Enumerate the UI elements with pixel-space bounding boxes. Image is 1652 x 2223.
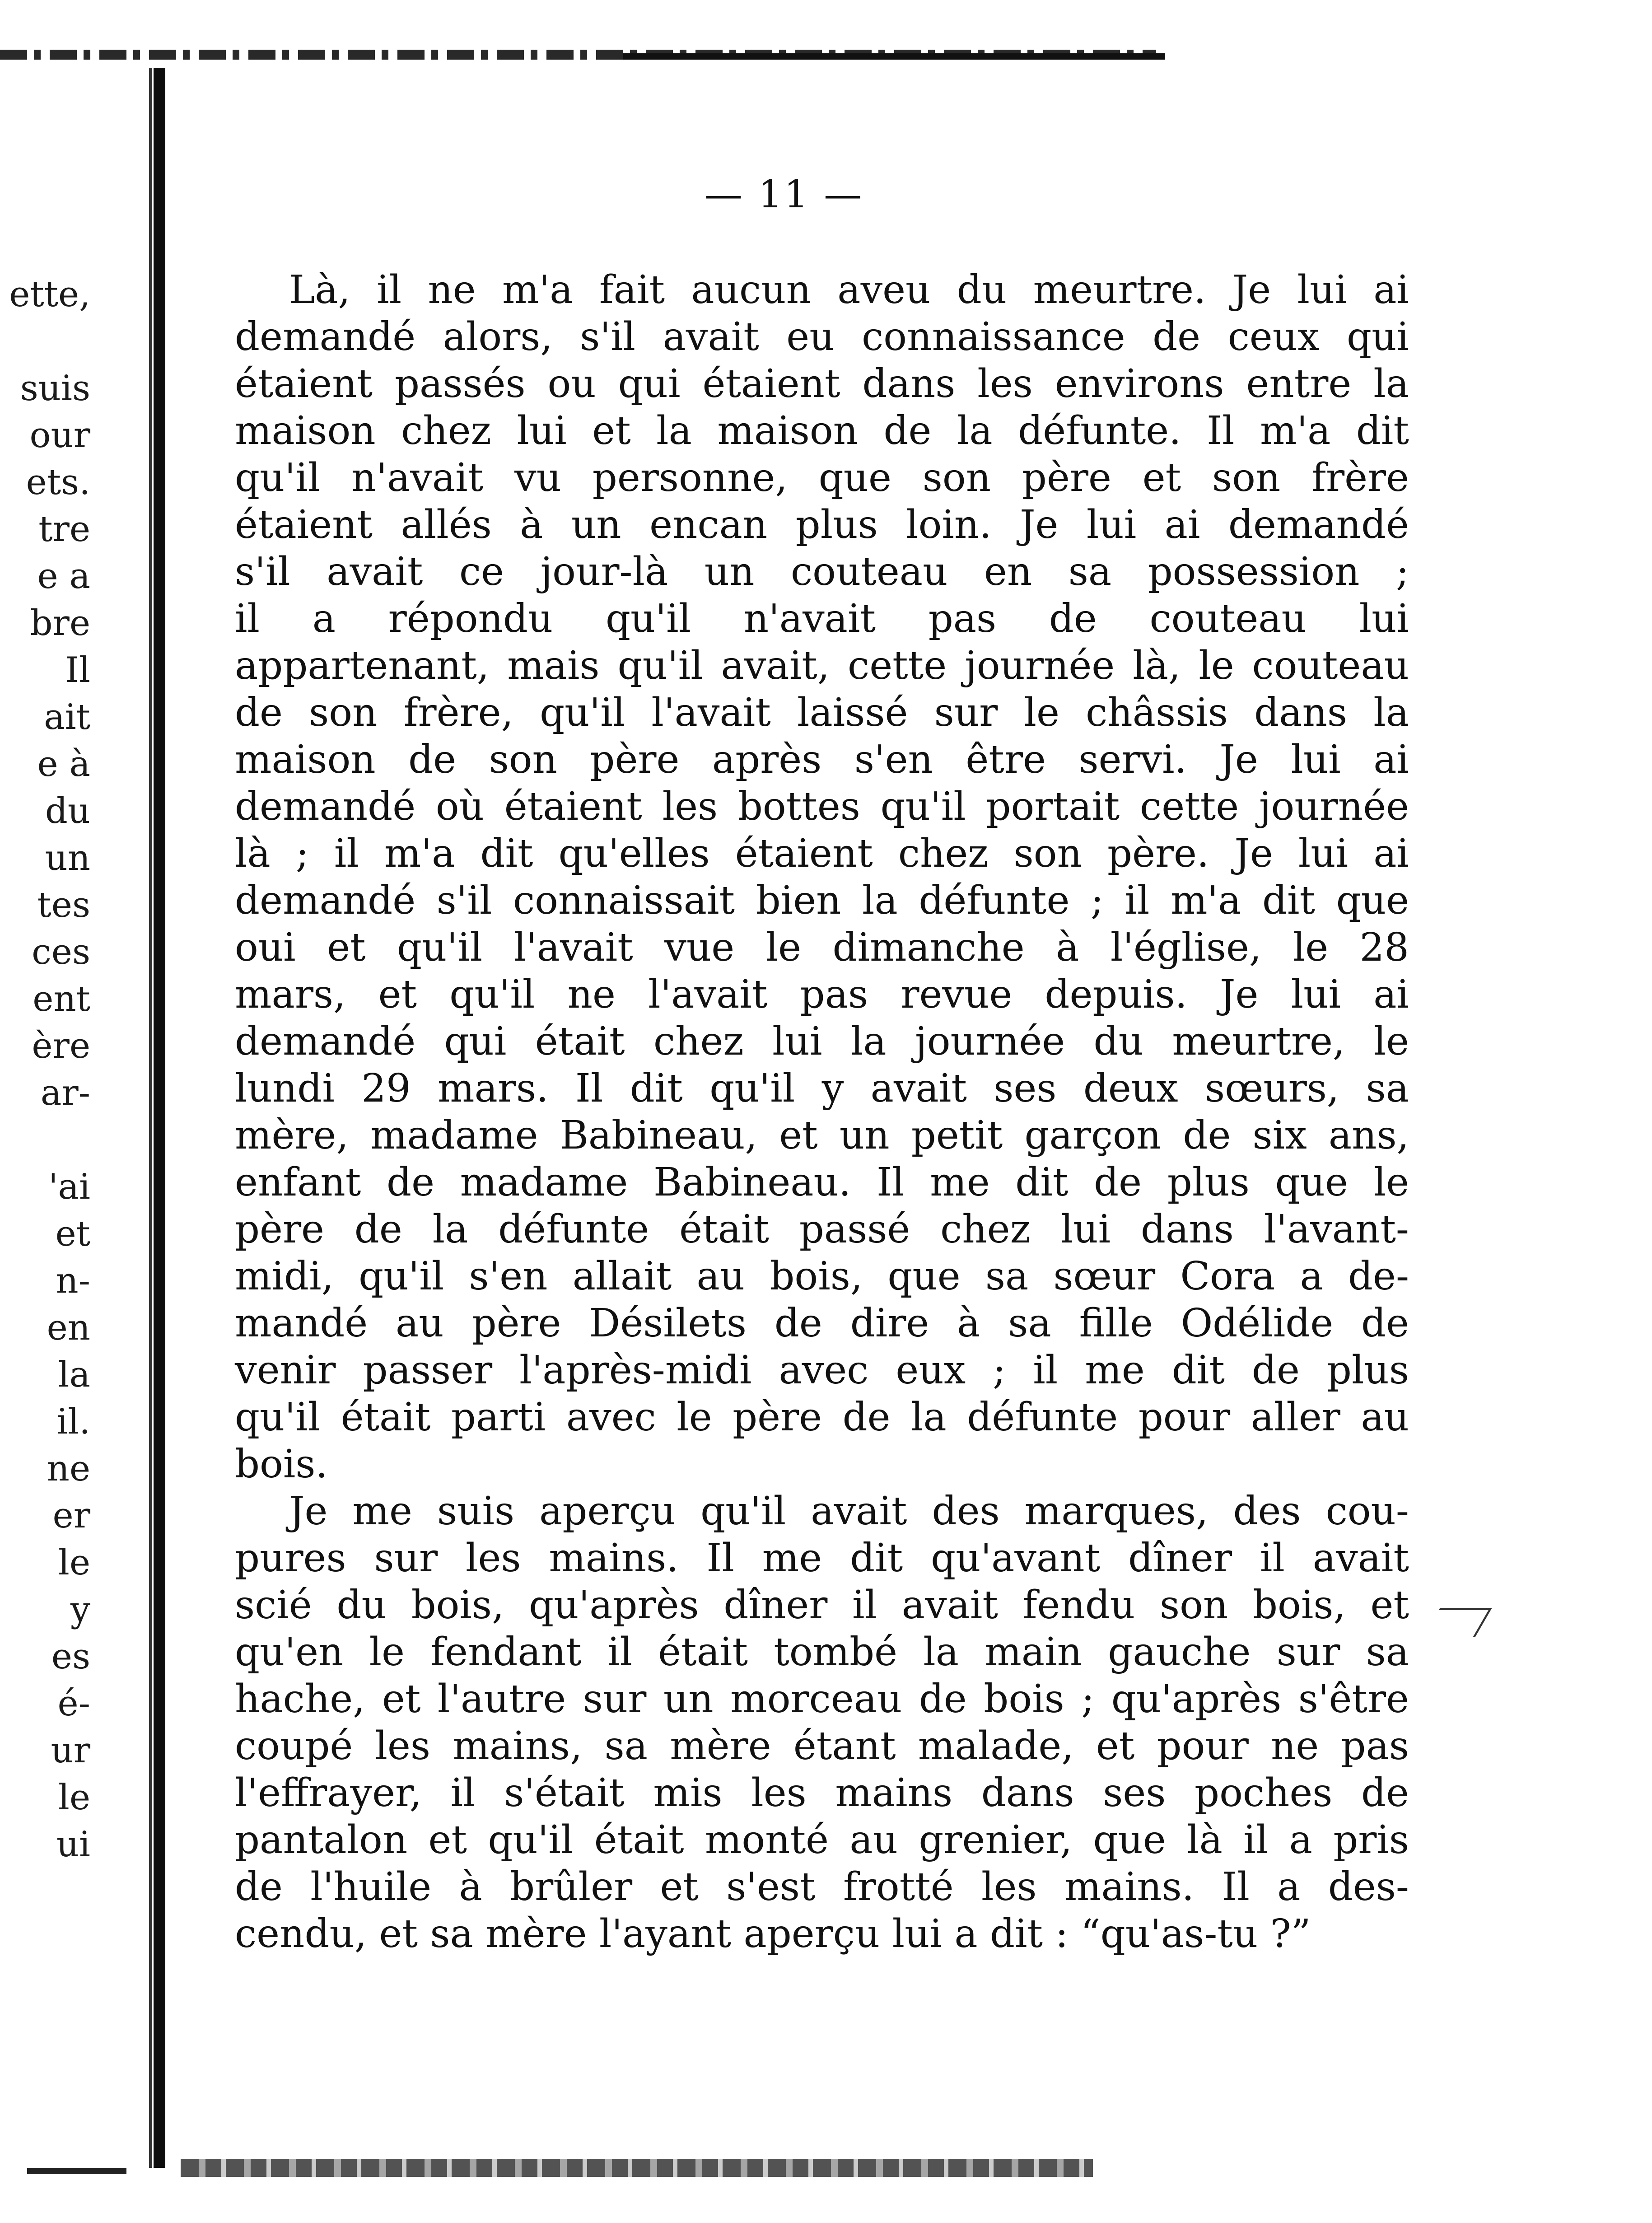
previous-page-fragment: e a bbox=[37, 556, 90, 597]
text-line: demandé où étaient les bottes qu'il portait cette journée bbox=[235, 784, 1409, 829]
text-line: maison chez lui et la maison de la défunte. Il m'a dit bbox=[235, 408, 1409, 453]
text-line: mars, et qu'il ne l'avait pas revue depuis. Je lui ai bbox=[235, 972, 1409, 1017]
text-line: Là, il ne m'a fait aucun aveu du meurtre. Je lui ai bbox=[289, 267, 1409, 313]
previous-page-fragment: un bbox=[45, 838, 90, 878]
text-line: coupé les mains, sa mère étant malade, et pour ne pas bbox=[235, 1723, 1409, 1769]
text-line: appartenant, mais qu'il avait, cette journée là, le couteau bbox=[235, 643, 1409, 688]
text-line: qu'en le fendant il était tombé la main gauche sur sa bbox=[235, 1630, 1409, 1675]
text-line: pures sur les mains. Il me dit qu'avant dîner il avait bbox=[235, 1536, 1409, 1581]
margin-pen-mark bbox=[1423, 1608, 1492, 1637]
previous-page-fragment: tes bbox=[37, 885, 90, 925]
previous-page-fragments bbox=[0, 271, 90, 1868]
previous-page-fragment: ette, bbox=[9, 274, 90, 315]
text-line: lundi 29 mars. Il dit qu'il y avait ses deux sœurs, sa bbox=[235, 1066, 1409, 1111]
previous-page-fragment: tre bbox=[38, 509, 90, 550]
bottom-scan-rule bbox=[181, 2159, 1093, 2177]
previous-page-fragment: le bbox=[58, 1542, 90, 1583]
previous-page-fragment bbox=[0, 1116, 90, 1163]
text-line: scié du bois, qu'après dîner il avait fendu son bois, et bbox=[235, 1583, 1409, 1628]
text-line: midi, qu'il s'en allait au bois, que sa sœur Cora a de- bbox=[235, 1254, 1409, 1299]
top-scan-rule-solid bbox=[623, 53, 1165, 60]
previous-page-fragment: ne bbox=[47, 1448, 90, 1489]
text-line: cendu, et sa mère l'ayant aperçu lui a dit : “qu'as-tu ?” bbox=[235, 1911, 1311, 1957]
paragraph bbox=[235, 1488, 1409, 1957]
previous-page-fragment: et bbox=[55, 1214, 90, 1254]
text-line: qu'il n'avait vu personne, que son père et son frère bbox=[235, 455, 1409, 500]
text-line: là ; il m'a dit qu'elles étaient chez son père. Je lui ai bbox=[235, 831, 1409, 876]
previous-page-fragment: le bbox=[58, 1777, 90, 1818]
previous-page-fragment: é- bbox=[57, 1683, 90, 1724]
previous-page-fragment: ait bbox=[44, 697, 90, 738]
text-line: venir passer l'après-midi avec eux ; il me dit de plus bbox=[235, 1348, 1409, 1393]
text-line: père de la défunte était passé chez lui dans l'avant- bbox=[235, 1207, 1409, 1252]
text-line: demandé qui était chez lui la journée du meurtre, le bbox=[235, 1019, 1409, 1064]
previous-page-fragment: la bbox=[58, 1354, 90, 1395]
text-line: qu'il était parti avec le père de la défunte pour aller au bbox=[235, 1395, 1409, 1440]
previous-page-fragment: 'ai bbox=[48, 1167, 90, 1207]
previous-page-fragment: e à bbox=[37, 744, 90, 785]
page-number: — 11 — bbox=[705, 172, 864, 216]
previous-page-fragment: ère bbox=[32, 1026, 90, 1066]
previous-page-fragment: es bbox=[51, 1636, 90, 1677]
text-line: s'il avait ce jour-là un couteau en sa possession ; bbox=[235, 549, 1409, 594]
previous-page-fragment: du bbox=[45, 791, 90, 831]
paragraph bbox=[235, 266, 1409, 1488]
previous-page-fragment: er bbox=[52, 1495, 90, 1536]
text-line: il a répondu qu'il n'avait pas de couteau lui bbox=[235, 596, 1409, 641]
previous-page-fragment: ur bbox=[51, 1730, 90, 1771]
text-line: de l'huile à brûler et s'est frotté les mains. Il a des- bbox=[235, 1864, 1409, 1910]
binding-edge bbox=[154, 68, 165, 2168]
previous-page-fragment: n- bbox=[56, 1261, 90, 1301]
text-line: étaient allés à un encan plus loin. Je lui ai demandé bbox=[235, 502, 1409, 547]
text-line: hache, et l'autre sur un morceau de bois ; qu'après s'être bbox=[235, 1677, 1409, 1722]
text-line: mandé au père Désilets de dire à sa fille Odélide de bbox=[235, 1301, 1409, 1346]
bottom-scan-rule-left bbox=[27, 2168, 126, 2174]
previous-page-fragment: Il bbox=[65, 650, 90, 691]
text-line: oui et qu'il l'avait vue le dimanche à l'église, le 28 bbox=[235, 925, 1409, 970]
previous-page-fragment: y bbox=[70, 1589, 90, 1630]
previous-page-fragment: our bbox=[29, 415, 90, 456]
text-line: étaient passés ou qui étaient dans les environs entre la bbox=[235, 361, 1409, 406]
previous-page-fragment: ces bbox=[32, 932, 90, 972]
text-line: Je me suis aperçu qu'il avait des marques, des cou- bbox=[289, 1489, 1409, 1534]
previous-page-fragment: bre bbox=[30, 603, 90, 644]
previous-page-fragment: il. bbox=[56, 1401, 90, 1442]
text-line: mère, madame Babineau, et un petit garçon de six ans, bbox=[235, 1113, 1409, 1158]
text-line: de son frère, qu'il l'avait laissé sur le châssis dans la bbox=[235, 690, 1409, 735]
text-line: pantalon et qu'il était monté au grenier, que là il a pris bbox=[235, 1817, 1409, 1863]
text-line: demandé s'il connaissait bien la défunte ; il m'a dit que bbox=[235, 878, 1409, 923]
previous-page-fragment: suis bbox=[20, 368, 90, 409]
previous-page-fragment: ets. bbox=[26, 462, 90, 503]
previous-page-fragment: ent bbox=[33, 979, 90, 1019]
previous-page-fragment: ar- bbox=[40, 1073, 90, 1113]
text-line: demandé alors, s'il avait eu connaissance de ceux qui bbox=[235, 314, 1409, 360]
body-text bbox=[235, 266, 1409, 1957]
text-line: maison de son père après s'en être servi. Je lui ai bbox=[235, 737, 1409, 782]
text-line: enfant de madame Babineau. Il me dit de plus que le bbox=[235, 1160, 1409, 1205]
previous-page-fragment: en bbox=[47, 1308, 90, 1348]
previous-page-fragment: ui bbox=[56, 1824, 90, 1865]
text-line: bois. bbox=[235, 1442, 328, 1487]
previous-page-fragment bbox=[0, 318, 90, 365]
binding-edge-thin bbox=[149, 68, 152, 2168]
text-line: l'effrayer, il s'était mis les mains dans ses poches de bbox=[235, 1770, 1409, 1816]
